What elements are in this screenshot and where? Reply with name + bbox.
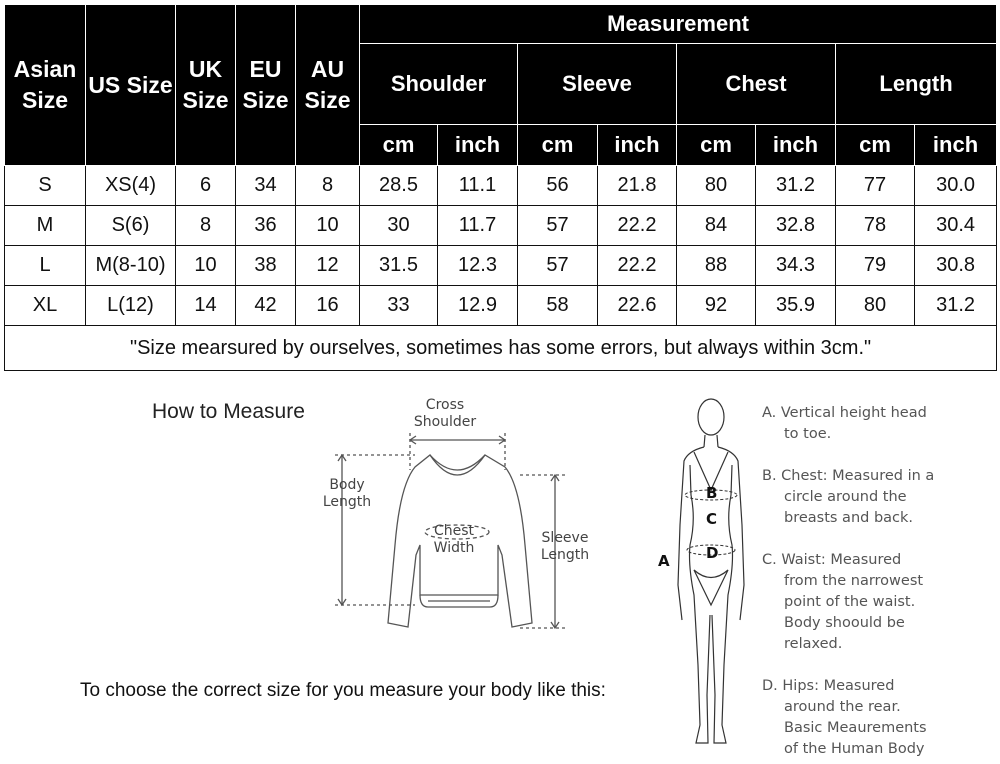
cell: 21.8 [598, 166, 677, 206]
cell: 80 [836, 286, 915, 326]
unit-header: inch [598, 125, 677, 166]
header-au-size: AU Size [296, 5, 360, 166]
cross-label: Cross [425, 397, 465, 413]
note-d-line: D. Hips: Measured [762, 678, 895, 694]
cell: 36 [236, 206, 296, 246]
note-d-line: of the Human Body [784, 741, 925, 757]
unit-header: inch [756, 125, 836, 166]
note-a [762, 403, 927, 445]
shoulder-label: Shoulder [413, 414, 477, 430]
cell: 57 [518, 246, 598, 286]
cell: 22.6 [598, 286, 677, 326]
cell: 32.8 [756, 206, 836, 246]
human-body-figure [660, 395, 760, 760]
cell: 58 [518, 286, 598, 326]
cell: 88 [677, 246, 756, 286]
body-letter-c: C [706, 510, 718, 528]
table-row [5, 166, 997, 206]
cell: 42 [236, 286, 296, 326]
cell: S [5, 166, 86, 206]
table-row [5, 206, 997, 246]
chest-label: Chest [433, 523, 475, 539]
cell: 56 [518, 166, 598, 206]
choose-size-instruction: To choose the correct size for you measure your body like this: [80, 680, 606, 701]
cell: 35.9 [756, 286, 836, 326]
cell: 12 [296, 246, 360, 286]
note-b-line: breasts and back. [784, 510, 914, 526]
header-uk-size: UK Size [176, 5, 236, 166]
cell: 92 [677, 286, 756, 326]
cell: M [5, 206, 86, 246]
note-c [762, 550, 923, 655]
cell: XS(4) [86, 166, 176, 206]
unit-header: cm [677, 125, 756, 166]
cell: 6 [176, 166, 236, 206]
cell: 80 [677, 166, 756, 206]
note-d-line: Basic Meaurements [784, 720, 927, 736]
body-letter-b: B [706, 484, 718, 502]
cell: 16 [296, 286, 360, 326]
unit-header: inch [915, 125, 997, 166]
cell: 38 [236, 246, 296, 286]
table-row [5, 246, 997, 286]
cell: 30.8 [915, 246, 997, 286]
cell: 31.2 [756, 166, 836, 206]
sleeve-label: Sleeve [541, 530, 589, 546]
note-c-line: from the narrowest [784, 573, 924, 589]
cell: 8 [296, 166, 360, 206]
note-d [762, 676, 927, 760]
body-letter-a: A [658, 552, 670, 570]
chest-width-label: Width [433, 540, 475, 556]
header-asian-size: Asian Size [5, 5, 86, 166]
note-b-line: circle around the [784, 489, 907, 505]
cell: 34 [236, 166, 296, 206]
unit-header: cm [518, 125, 598, 166]
cell: 31.5 [360, 246, 438, 286]
cell: S(6) [86, 206, 176, 246]
cell: M(8-10) [86, 246, 176, 286]
cell: 30.0 [915, 166, 997, 206]
note-c-line: C. Waist: Measured [762, 552, 902, 568]
unit-header: cm [836, 125, 915, 166]
cell: 12.3 [438, 246, 518, 286]
header-length: Length [836, 44, 997, 125]
cell: 78 [836, 206, 915, 246]
cell: 10 [176, 246, 236, 286]
cell: 11.1 [438, 166, 518, 206]
cell: 10 [296, 206, 360, 246]
cell: 57 [518, 206, 598, 246]
body-label: Body [329, 477, 365, 493]
cell: 77 [836, 166, 915, 206]
header-eu-size: EU Size [236, 5, 296, 166]
size-chart-table [4, 4, 997, 371]
cell: 14 [176, 286, 236, 326]
cell: 84 [677, 206, 756, 246]
cell: 28.5 [360, 166, 438, 206]
unit-header: cm [360, 125, 438, 166]
note-c-line: relaxed. [784, 636, 843, 652]
sweater-diagram [320, 395, 620, 640]
note-a-line: to toe. [784, 426, 832, 442]
sleeve-length-label: Length [540, 547, 590, 563]
how-to-measure-title: How to Measure [152, 400, 305, 423]
cell: 8 [176, 206, 236, 246]
cell: 30.4 [915, 206, 997, 246]
table-row [5, 286, 997, 326]
unit-header: inch [438, 125, 518, 166]
cell: 30 [360, 206, 438, 246]
cell: L(12) [86, 286, 176, 326]
body-length-label: Length [322, 494, 372, 510]
cell: L [5, 246, 86, 286]
note-d-line: around the rear. [784, 699, 901, 715]
note-b [762, 466, 934, 529]
header-sleeve: Sleeve [518, 44, 677, 125]
cell: XL [5, 286, 86, 326]
table-note: "Size mearsured by ourselves, sometimes has some errors, but always within 3cm." [5, 326, 997, 371]
note-a-line: A. Vertical height head [762, 405, 927, 421]
note-b-line: B. Chest: Measured in a [762, 468, 935, 484]
body-letter-d: D [706, 544, 719, 562]
header-chest: Chest [677, 44, 836, 125]
cell: 12.9 [438, 286, 518, 326]
note-c-line: Body shoould be [784, 615, 905, 631]
cell: 34.3 [756, 246, 836, 286]
header-shoulder: Shoulder [360, 44, 518, 125]
cell: 11.7 [438, 206, 518, 246]
cell: 31.2 [915, 286, 997, 326]
header-us-size: US Size [86, 5, 176, 166]
cell: 33 [360, 286, 438, 326]
cell: 22.2 [598, 206, 677, 246]
header-measurement: Measurement [360, 5, 997, 44]
cell: 22.2 [598, 246, 677, 286]
cell: 79 [836, 246, 915, 286]
note-c-line: point of the waist. [784, 594, 916, 610]
